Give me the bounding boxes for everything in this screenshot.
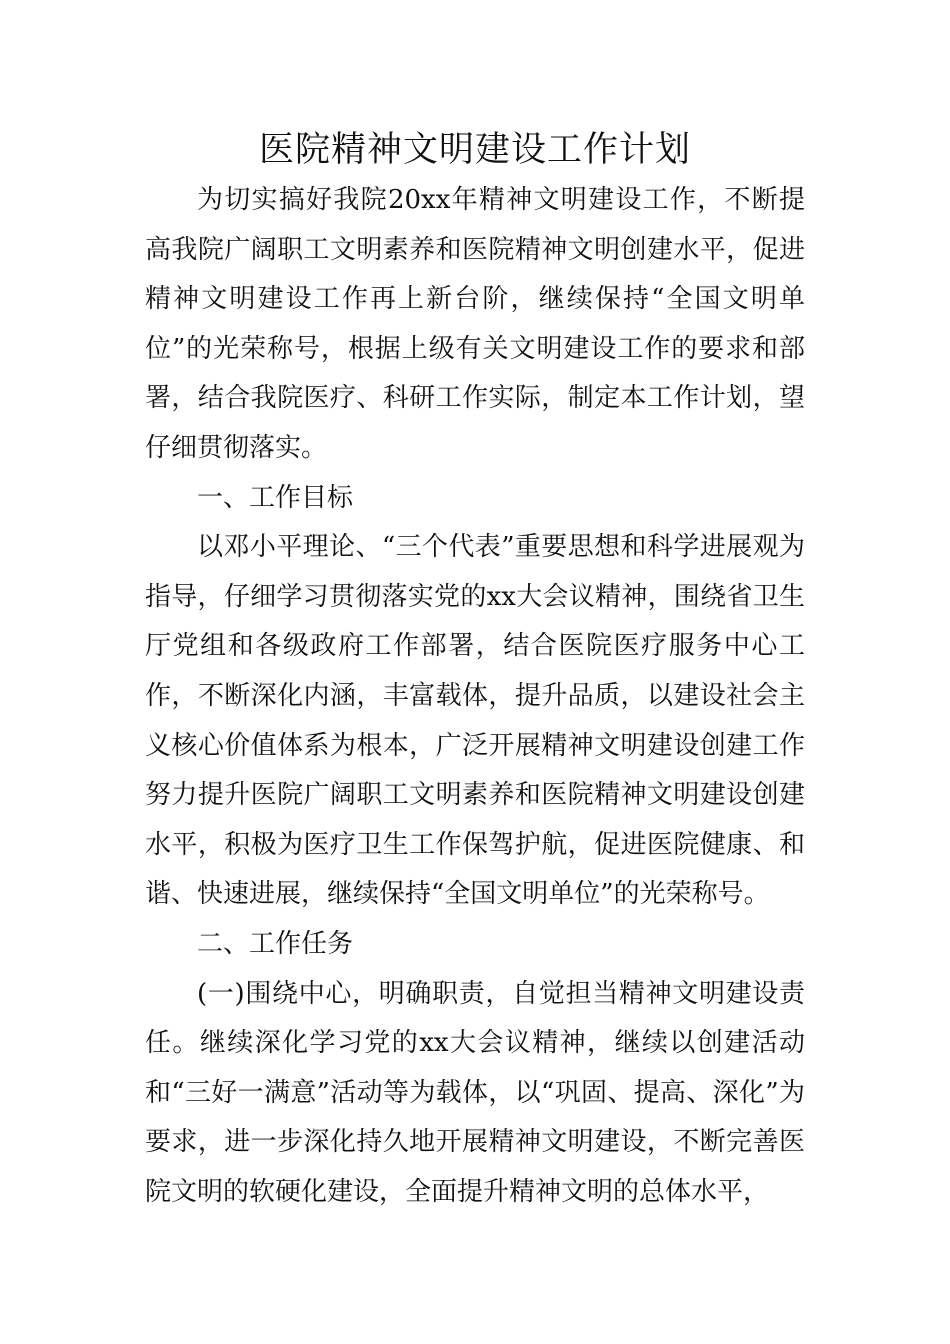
section-heading-tasks: 二、工作任务 (197, 928, 354, 959)
goals-paragraph: 以邓小平理论、“三个代表”重要思想和科学进展观为指导，仔细学习贯彻落实党的xx大会议精神，围绕省卫生厅党组和各级政府工作部署，结合医院医疗服务中心工作，不断深化内涵，丰富载体，提升品质，以建设社会主义核心价值体系为根本，广泛开展精神文明建设创建工作努力提升医院广阔职工文明素养和医院精神文明建设创建水平，积极为医疗卫生工作保驾护航，促进医院健康、和谐、快速进展，继续保持“全国文明单位”的光荣称号。 (145, 532, 805, 910)
document-title: 医院精神文明建设工作计划 (258, 130, 691, 170)
document-body (145, 124, 805, 1217)
intro-paragraph: 为切实搞好我院20xx年精神文明建设工作，不断提高我院广阔职工文明素养和医院精神文明创建水平，促进精神文明建设工作再上新台阶，继续保持“全国文明单位”的光荣称号，根据上级有关文明建设工作的要求和部署，结合我院医疗、科研工作实际，制定本工作计划，望仔细贯彻落实。 (145, 185, 805, 463)
task-item-1-paragraph: (一)围绕中心，明确职责，自觉担当精神文明建设责任。继续深化学习党的xx大会议精神，继续以创建活动和“三好一满意”活动等为载体，以“巩固、提高、深化”为要求，进一步深化持久地开展精神文明建设，不断完善医院文明的软硬化建设，全面提升精神文明的总体水平， (145, 978, 805, 1207)
section-heading-goals: 一、工作目标 (197, 482, 354, 513)
